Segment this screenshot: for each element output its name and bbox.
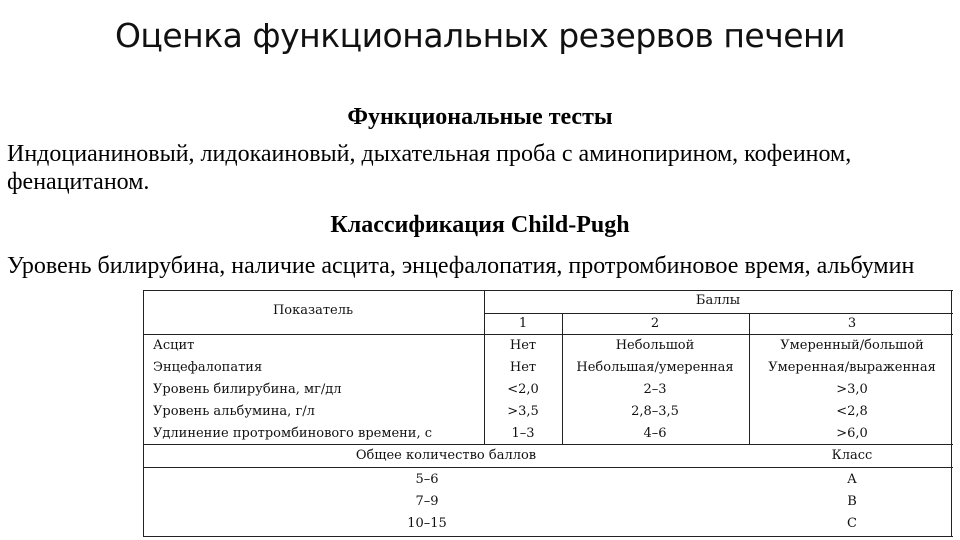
classification-text: Уровень билирубина, наличие асцита, энцефалопатия, протромбиновое время, альбумин (7, 253, 915, 279)
row-points-2: Небольшой (615, 338, 695, 353)
row-points-1: Нет (509, 360, 537, 375)
total-points-value: 5–6 (415, 472, 439, 487)
points-col-2: 2 (650, 316, 660, 331)
child-pugh-table (143, 290, 953, 538)
indicator-header: Показатель (272, 303, 354, 318)
points-col-3: 3 (847, 316, 857, 331)
total-points-value: 10–15 (407, 516, 447, 531)
row-indicator: Уровень билирубина, мг/дл (153, 382, 342, 397)
row-points-2: 2–3 (643, 382, 667, 397)
points-col-1: 1 (518, 316, 528, 331)
row-indicator: Энцефалопатия (153, 360, 263, 375)
row-points-3: >6,0 (836, 426, 868, 441)
row-indicator: Удлинение протромбинового времени, с (153, 426, 433, 441)
functional-tests-text: Индоцианиновый, лидокаиновый, дыхательная проба с аминопирином, кофеином, фенацитаном. (7, 141, 852, 195)
row-points-2: Небольшая/умеренная (576, 360, 734, 375)
row-points-3: >3,0 (836, 382, 868, 397)
row-indicator: Асцит (153, 338, 195, 353)
class-header: Класс (831, 448, 873, 463)
slide-title: Оценка функциональных резервов печени (114, 16, 846, 55)
row-points-2: 2,8–3,5 (631, 404, 679, 419)
class-value: C (847, 516, 857, 531)
row-indicator: Уровень альбумина, г/л (153, 404, 315, 419)
row-points-1: Нет (509, 338, 537, 353)
total-points-header: Общее количество баллов (355, 448, 537, 463)
row-points-1: 1–3 (511, 426, 535, 441)
row-points-3: Умеренный/большой (780, 338, 924, 353)
row-points-3: Умеренная/выраженная (768, 360, 936, 375)
functional-tests-heading: Функциональные тесты (347, 104, 613, 130)
class-value: A (847, 472, 857, 487)
row-points-1: <2,0 (507, 382, 539, 397)
classification-heading: Классификация Child-Pugh (330, 212, 630, 238)
class-value: B (847, 494, 857, 509)
points-header: Баллы (695, 293, 741, 308)
row-points-2: 4–6 (643, 426, 667, 441)
total-points-value: 7–9 (415, 494, 439, 509)
row-points-1: >3,5 (507, 404, 539, 419)
row-points-3: <2,8 (836, 404, 868, 419)
